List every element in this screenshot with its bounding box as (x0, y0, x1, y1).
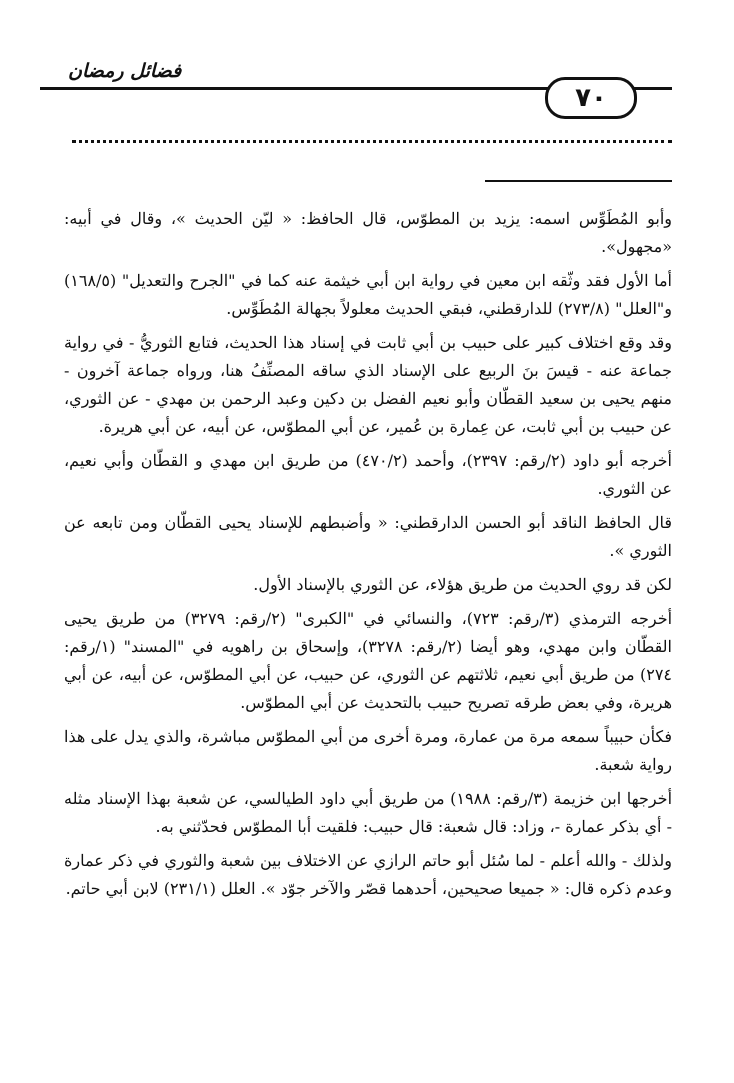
footnote-text (64, 205, 672, 909)
book-title: فضائل رمضان (68, 60, 182, 82)
paragraph: وقد وقع اختلاف كبير على حبيب بن أبي ثابت في إسناد هذا الحديث، فتابع الثوريُّ - في رواية جماعة عنه - قيسَ بنَ الربيع على الإسناد الذي ساقه المصنِّفُ هنا، ورواه جماعة آخرون - منهم يحيى بن سعيد القطّان وأبو نعيم الفضل بن دكين وعبد الرحمن بن مهدي - عن الثوري، عن حبيب بن أبي ثابت، عن عِمارة بن عُمير، عن أبي المطوّس، عن أبيه، عن أبي هريرة. (64, 333, 672, 436)
paragraph: لكن قد روي الحديث من طريق هؤلاء، عن الثوري بالإسناد الأول. (253, 575, 672, 594)
page-header (40, 60, 672, 120)
dotted-separator (72, 140, 672, 153)
footnote-rule (485, 180, 672, 182)
paragraph: أخرجه أبو داود (٢/رقم: ٢٣٩٧)، وأحمد (٤٧٠/٢) من طريق ابن مهدي و القطّان وأبي نعيم، عن الثوري. (64, 451, 672, 498)
paragraph: ولذلك - والله أعلم - لما سُئل أبو حاتم الرازي عن الاختلاف بين شعبة والثوري في ذكر عمارة وعدم ذكره قال: « جميعا صحيحين، أحدهما قصّر والآخر جوّد ». العلل (٢٣١/١) لابن أبي حاتم. (64, 851, 672, 898)
paragraph: أما الأول فقد وثّقه ابن معين في رواية ابن أبي خيثمة عنه كما في "الجرح والتعديل" (١٦٨/٥) و"العلل" (٢٧٣/٨) للدارقطني، فبقي الحديث معلولاً بجهالة المُطَوِّس. (64, 271, 672, 318)
paragraph: وأبو المُطَوِّس اسمه: يزيد بن المطوّس، قال الحافظ: « ليّن الحديث »، وقال في أبيه: «مجهول». (64, 209, 672, 256)
paragraph: أخرجه الترمذي (٣/رقم: ٧٢٣)، والنسائي في "الكبرى" (٢/رقم: ٣٢٧٩) من طريق يحيى القطّان وابن مهدي، وهو أيضا (٢/رقم: ٣٢٧٨)، وإسحاق بن راهويه في "المسند" (١/رقم: ٢٧٤) من طريق أبي نعيم، ثلاثتهم عن الثوري، عن حبيب، عن أبي المطوّس، عن أبيه، عن أبي هريرة، وفي بعض طرقه تصريح حبيب بالتحديث عن أبي المطوّس. (64, 609, 673, 712)
paragraph: فكأن حبيباً سمعه مرة من عمارة، ومرة أخرى من أبي المطوّس مباشرة، والذي يدل على هذا رواية شعبة. (64, 727, 672, 774)
paragraph: أخرجها ابن خزيمة (٣/رقم: ١٩٨٨) من طريق أبي داود الطيالسي، عن شعبة بهذا الإسناد مثله - أي بذكر عمارة -، وزاد: قال شعبة: قال حبيب: فلقيت أبا المطوّس فحدّثني به. (64, 789, 673, 836)
page-number: ٧٠ (545, 77, 637, 119)
paragraph: قال الحافظ الناقد أبو الحسن الدارقطني: « وأضبطهم للإسناد يحيى القطّان ومن تابعه عن الثوري ». (64, 513, 672, 560)
